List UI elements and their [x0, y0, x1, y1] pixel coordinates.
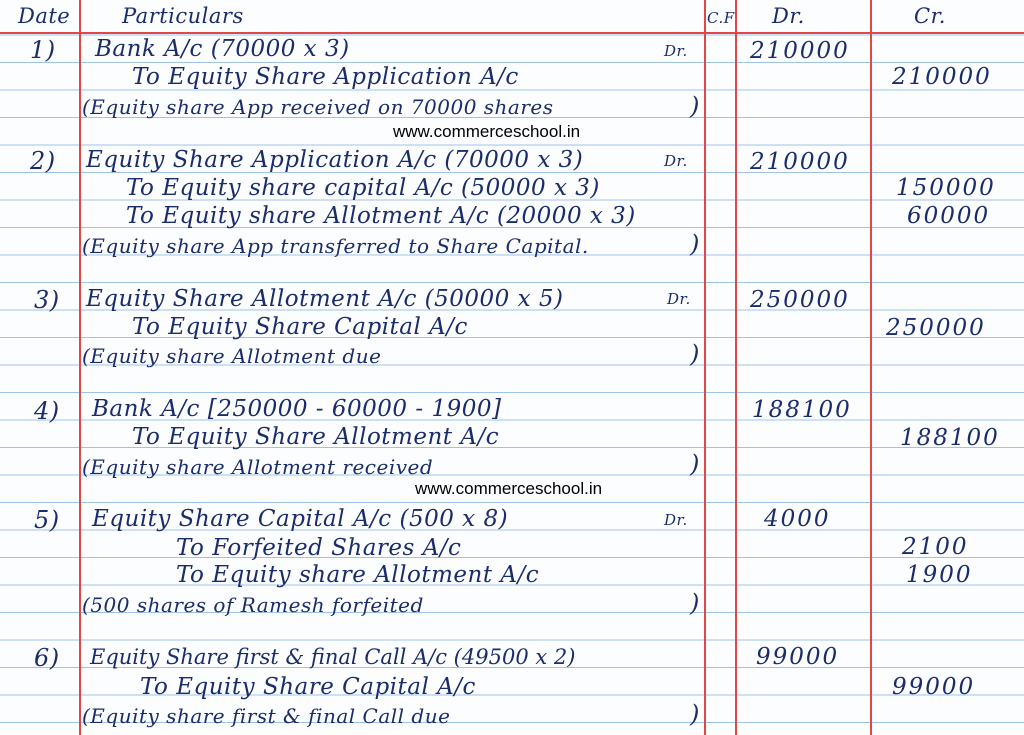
narration: (Equity share Allotment received [82, 455, 434, 479]
entry-number: 4) [34, 397, 60, 425]
credit-amount: 2100 [902, 534, 969, 560]
debit-account: Equity Share first & final Call A/c (49500 x 2) [90, 645, 576, 669]
debit-amount: 4000 [764, 506, 831, 532]
dr-mark: Dr. [667, 290, 691, 308]
dr-column-rule [870, 0, 872, 735]
header-date: Date [18, 4, 71, 28]
watermark: www.commerceschool.in [393, 122, 581, 141]
entry-number: 3) [34, 286, 60, 314]
credit-amount: 188100 [900, 425, 1000, 451]
header-cr: Cr. [914, 4, 946, 28]
debit-account: Bank A/c (70000 x 3) [95, 36, 350, 62]
watermark: www.commerceschool.in [415, 479, 603, 498]
narration-close-bracket: ) [690, 700, 700, 728]
credit-account: To Equity Share Capital A/c [132, 314, 468, 340]
particulars-column-rule [704, 0, 706, 735]
debit-amount: 188100 [752, 397, 852, 423]
entry-number: 5) [34, 506, 60, 534]
credit-amount: 150000 [896, 175, 996, 201]
debit-account: Equity Share Application A/c (70000 x 3) [86, 147, 584, 173]
narration: (Equity share App received on 70000 shares [82, 95, 554, 119]
narration-close-bracket: ) [690, 589, 700, 617]
entry-number: 2) [30, 147, 56, 175]
credit-amount: 250000 [886, 315, 986, 341]
debit-amount: 99000 [756, 644, 840, 670]
credit-account: To Equity Share Allotment A/c [132, 424, 500, 450]
dr-mark: Dr. [664, 42, 688, 60]
narration-close-bracket: ) [690, 340, 700, 368]
credit-amount: 210000 [892, 64, 992, 90]
header-particulars: Particulars [122, 4, 244, 28]
entry-number: 6) [34, 644, 60, 672]
narration: (Equity share first & final Call due [82, 704, 451, 728]
credit-amount: 1900 [906, 562, 973, 588]
debit-amount: 250000 [750, 287, 850, 313]
header-rule [0, 32, 1024, 34]
entry-number: 1) [30, 36, 56, 64]
narration-close-bracket: ) [690, 92, 700, 120]
header-dr: Dr. [772, 4, 805, 28]
dr-mark: Dr. [664, 152, 688, 170]
credit-account: To Equity share Allotment A/c [176, 562, 540, 588]
debit-account: Equity Share Capital A/c (500 x 8) [92, 506, 509, 532]
credit-account: To Equity share capital A/c (50000 x 3) [126, 175, 600, 201]
credit-account: To Equity Share Capital A/c [140, 674, 476, 700]
dr-mark: Dr. [664, 511, 688, 529]
credit-account: To Forfeited Shares A/c [176, 535, 462, 561]
narration: (Equity share Allotment due [82, 344, 382, 368]
date-column-rule [79, 0, 81, 735]
narration: (Equity share App transferred to Share Capital. [82, 234, 589, 258]
narration: (500 shares of Ramesh forfeited [82, 593, 424, 617]
credit-account: To Equity Share Application A/c [132, 64, 519, 90]
debit-account: Equity Share Allotment A/c (50000 x 5) [86, 286, 564, 312]
narration-close-bracket: ) [690, 230, 700, 258]
cf-column-rule [735, 0, 737, 735]
header-cf: C.F [707, 9, 735, 27]
narration-close-bracket: ) [690, 450, 700, 478]
credit-amount: 99000 [892, 674, 976, 700]
credit-account: To Equity share Allotment A/c (20000 x 3) [126, 203, 636, 229]
debit-amount: 210000 [750, 38, 850, 64]
debit-account: Bank A/c [250000 - 60000 - 1900] [92, 396, 502, 422]
credit-amount: 60000 [907, 203, 991, 229]
debit-amount: 210000 [750, 149, 850, 175]
